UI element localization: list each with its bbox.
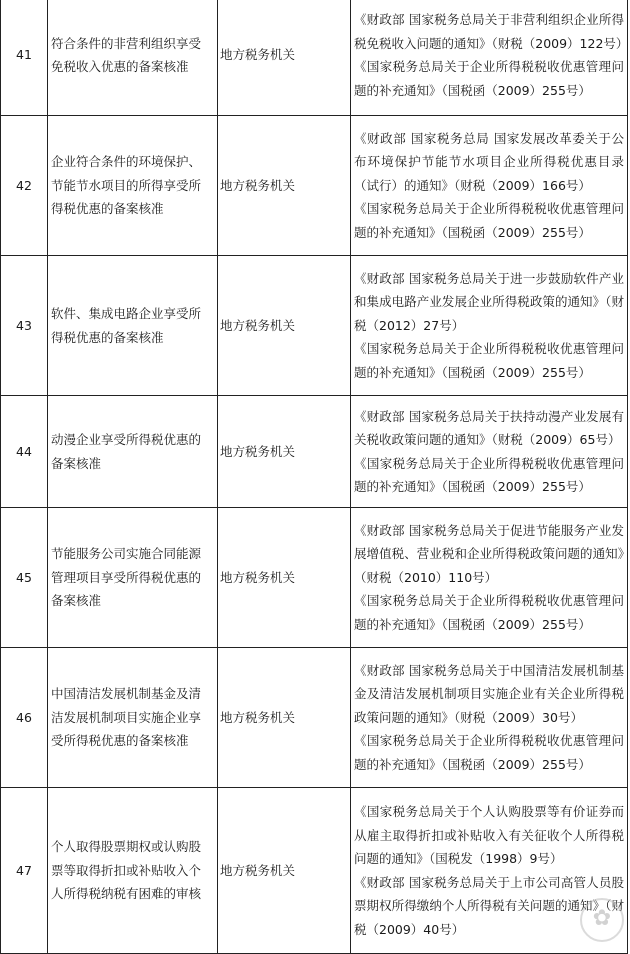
table-row xyxy=(1,396,628,508)
legal-document: 《财政部 国家税务总局关于非营利组织企业所得税免税收入问题的通知》（财税（2009）122号） xyxy=(354,12,629,51)
row-number: 42 xyxy=(1,116,48,256)
legal-document: 《财政部 国家税务总局关于促进节能服务产业发展增值税、营业税和企业所得税政策问题的通知》（财税（2010）110号） xyxy=(354,522,624,585)
approval-item: 动漫企业享受所得税优惠的备案核准 xyxy=(48,396,218,508)
row-number: 47 xyxy=(1,788,48,954)
table-row xyxy=(1,116,628,256)
table-row xyxy=(1,256,628,396)
legal-basis xyxy=(351,648,628,788)
row-number: 41 xyxy=(1,0,48,116)
approval-item: 个人取得股票期权或认购股票等取得折扣或补贴收入个人所得税纳税有困难的审核 xyxy=(48,788,218,954)
implementing-authority: 地方税务机关 xyxy=(218,508,351,648)
table-row xyxy=(1,508,628,648)
approval-item: 软件、集成电路企业享受所得税优惠的备案核准 xyxy=(48,256,218,396)
implementing-authority: 地方税务机关 xyxy=(218,256,351,396)
row-number: 43 xyxy=(1,256,48,396)
legal-basis xyxy=(351,116,628,256)
legal-document: 《国家税务总局关于企业所得税税收优惠管理问题的补充通知》（国税函（2009）255号） xyxy=(354,59,624,98)
legal-document: 《财政部 国家税务总局关于进一步鼓励软件产业和集成电路产业发展企业所得税政策的通知》（财税（2012）27号） xyxy=(354,270,624,333)
approval-item: 中国清洁发展机制基金及清洁发展机制项目实施企业享受所得税优惠的备案核准 xyxy=(48,648,218,788)
row-number: 46 xyxy=(1,648,48,788)
implementing-authority: 地方税务机关 xyxy=(218,788,351,954)
table-row xyxy=(1,0,628,116)
watermark-logo-icon: ✿ xyxy=(580,898,624,942)
approval-item: 节能服务公司实施合同能源管理项目享受所得税优惠的备案核准 xyxy=(48,508,218,648)
row-number: 45 xyxy=(1,508,48,648)
legal-document: 《财政部 国家税务总局关于中国清洁发展机制基金及清洁发展机制项目实施企业有关企业所得税政策问题的通知》（财税（2009）30号） xyxy=(354,662,624,725)
legal-document: 《国家税务总局关于企业所得税税收优惠管理问题的补充通知》（国税函（2009）255号） xyxy=(354,455,624,494)
legal-basis xyxy=(351,256,628,396)
legal-document: 《国家税务总局关于企业所得税税收优惠管理问题的补充通知》（国税函（2009）255号） xyxy=(354,341,624,380)
legal-document: 《国家税务总局关于企业所得税税收优惠管理问题的补充通知》（国税函（2009）255号） xyxy=(354,733,624,772)
implementing-authority: 地方税务机关 xyxy=(218,396,351,508)
implementing-authority: 地方税务机关 xyxy=(218,0,351,116)
legal-basis xyxy=(351,396,628,508)
table-row xyxy=(1,648,628,788)
legal-document: 《财政部 国家税务总局关于扶持动漫产业发展有关税收政策问题的通知》（财税（2009）65号） xyxy=(354,408,624,447)
legal-document: 《国家税务总局关于个人认购股票等有价证券而从雇主取得折扣或补贴收入有关征收个人所得税问题的通知》（国税发（1998）9号） xyxy=(354,804,624,866)
legal-document: 《财政部 国家税务总局关于上市公司高管人员股票期权所得缴纳个人所得税有关问题的通知》（财税（2009）40号） xyxy=(354,874,624,937)
table-row xyxy=(1,788,628,954)
row-number: 44 xyxy=(1,396,48,508)
legal-basis xyxy=(351,508,628,648)
legal-basis xyxy=(351,0,628,116)
approval-item: 企业符合条件的环境保护、节能节水项目的所得享受所得税优惠的备案核准 xyxy=(48,116,218,256)
approval-item: 符合条件的非营利组织享受免税收入优惠的备案核准 xyxy=(48,0,218,116)
implementing-authority: 地方税务机关 xyxy=(218,648,351,788)
implementing-authority: 地方税务机关 xyxy=(218,116,351,256)
legal-document: 《国家税务总局关于企业所得税税收优惠管理问题的补充通知》（国税函（2009）255号） xyxy=(354,593,624,632)
legal-document: 《国家税务总局关于企业所得税税收优惠管理问题的补充通知》（国税函（2009）255号） xyxy=(354,201,624,240)
legal-document: 《财政部 国家税务总局 国家发展改革委关于公布环境保护节能节水项目企业所得税优惠目录（试行）的通知》（财税（2009）166号） xyxy=(354,130,624,193)
